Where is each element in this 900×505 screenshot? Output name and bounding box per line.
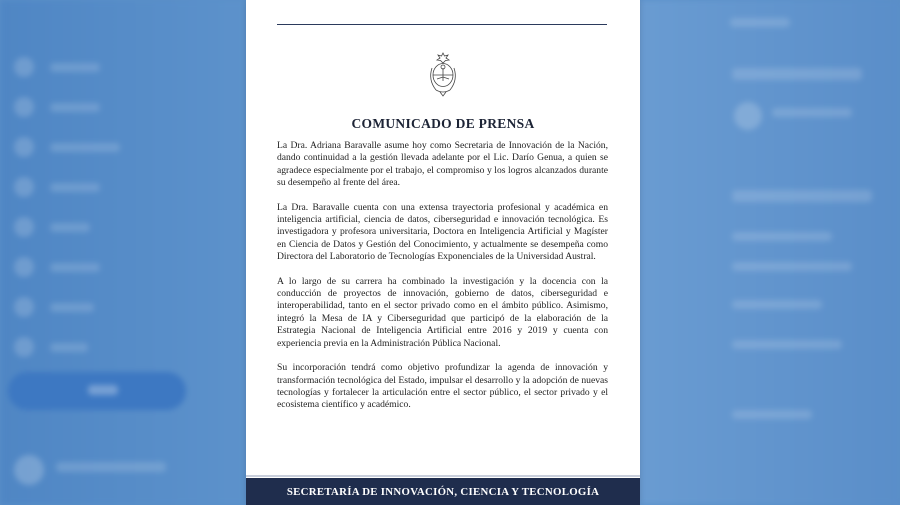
footer-divider [246,475,640,477]
document-body [277,140,608,424]
top-divider [277,24,607,25]
footer-banner [246,478,640,505]
background-post-button [8,372,186,410]
body-paragraph-3: A lo largo de su carrera ha combinado la investigación y la docencia con la conducción de proyectos de innovación, gobierno de datos, ciberseguridad e interoperabilidad, tanto en el sector privado como en el ámbito público. Asimismo, integró la Mesa de IA y Ciberseguridad que participó de la elaboración de la Estrategia Nacional de Inteligencia Artificial entre 2016 y 2019 y cuenta con experiencia previa en la Administración Pública Nacional. [277,275,608,349]
body-paragraph-2: La Dra. Baravalle cuenta con una extensa trayectoria profesional y académica en inteligencia artificial, ciencia de datos, ciberseguridad e innovación tecnológica. Es investigadora y profesora universitaria, Doctora en Inteligencia Artificial y Magíster en Ciencia de Datos y Gestión del Conocimiento, y actualmente se desempeña como Directora del Laboratorio de Tecnologías Exponenciales de la Universidad Austral. [277,201,608,263]
document-title: COMUNICADO DE PRENSA [351,116,535,131]
background-sidebar [0,0,246,505]
background-nav-item [14,256,100,278]
press-release-document [246,0,640,505]
background-nav-item [14,136,120,158]
coat-of-arms-icon [426,50,460,98]
background-nav-item [14,296,94,318]
background-nav-item [14,176,100,198]
body-paragraph-1: La Dra. Adriana Baravalle asume hoy como Secretaria de Innovación de la Nación, dando continuidad a la gestión llevada adelante por el Lic. Darío Genua, a quien se agradece especialmente por el trabajo, el compromiso y los logros alcanzados durante su desempeño al frente del área. [277,140,608,189]
footer-text: SECRETARÍA DE INNOVACIÓN, CIENCIA Y TECNOLOGÍA [286,485,600,498]
background-nav-item [14,216,90,238]
background-nav-item [14,56,100,78]
background-avatar [14,455,44,485]
background-nav-item [14,336,88,358]
body-paragraph-4: Su incorporación tendrá como objetivo profundizar la agenda de innovación y transformación tecnológica del Estado, impulsar el desarrollo y la adopción de nuevas tecnologías y fortalecer la articulación entre el sector público, el sector privado y el ecosistema científico y académico. [277,362,608,411]
background-nav-item [14,96,100,118]
background-right-panel [640,0,900,505]
background-profile-name [56,462,166,472]
